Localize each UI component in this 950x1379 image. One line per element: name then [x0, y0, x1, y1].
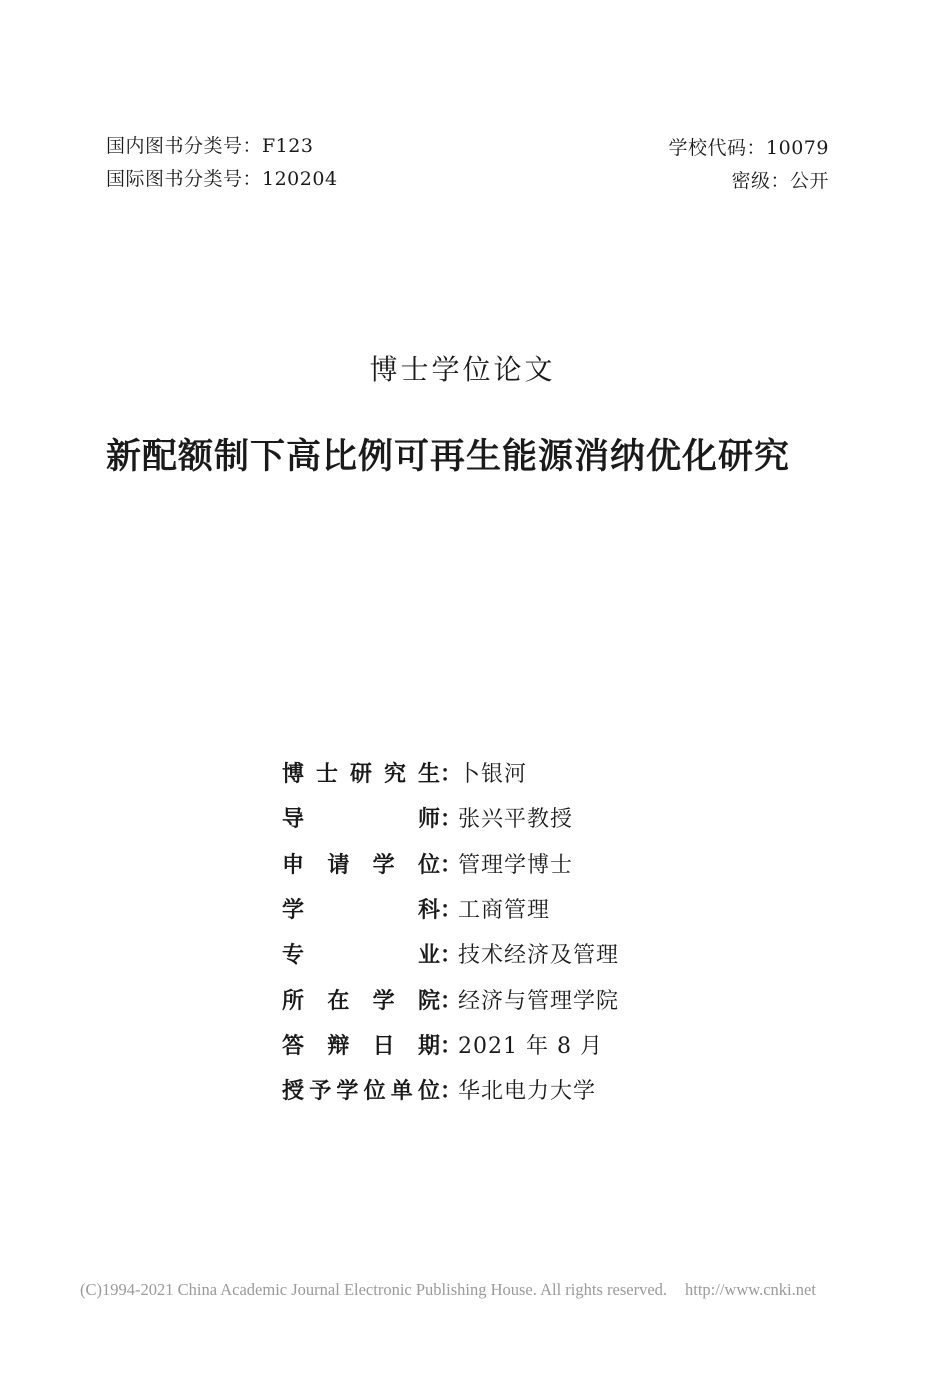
school-code: 学校代码：10079 [668, 137, 829, 159]
info-value: 卜银河 [458, 762, 528, 788]
copyright-text: (C)1994-2021 China Academic Journal Electronic Publishing House. All rights reserved. [80, 1280, 668, 1299]
cnki-url: http://www.cnki.net [685, 1280, 816, 1299]
international-classification: 国际图书分类号：120204 [106, 168, 338, 190]
thesis-title: 新配额制下高比例可再生能源消纳优化研究 [106, 437, 791, 477]
info-row-institution: 授 予 学 位 单 位 ： 华北电力大学 [282, 1067, 619, 1112]
info-value: 张兴平教授 [458, 807, 574, 833]
info-value: 工商管理 [458, 898, 551, 924]
secrecy-level: 密级：公开 [731, 170, 829, 192]
info-row-major: 专 业 ： 技术经济及管理 [282, 931, 619, 976]
info-label: 专 业 [282, 943, 440, 969]
info-label: 申 请 学 位 [282, 852, 440, 878]
info-label: 答 辩 日 期 [282, 1033, 440, 1059]
info-label: 所 在 学 院 [282, 988, 440, 1014]
info-value: 经济与管理学院 [458, 988, 620, 1014]
info-value: 管理学博士 [458, 852, 574, 878]
info-row-school: 所 在 学 院 ： 经济与管理学院 [282, 976, 619, 1021]
info-row-student: 博 士 研 究 生 ： 卜银河 [282, 750, 619, 795]
info-value: 技术经济及管理 [458, 943, 620, 969]
info-label: 博 士 研 究 生 [282, 762, 440, 788]
info-row-discipline: 学 科 ： 工商管理 [282, 886, 619, 931]
info-row-advisor: 导 师 ： 张兴平教授 [282, 795, 619, 840]
info-row-degree: 申 请 学 位 ： 管理学博士 [282, 841, 619, 886]
info-value: 华北电力大学 [458, 1079, 597, 1105]
info-label: 授 予 学 位 单 位 [282, 1079, 440, 1105]
info-row-defense-date: 答 辩 日 期 ： 2021 年 8 月 [282, 1022, 619, 1067]
degree-type: 博士学位论文 [369, 353, 556, 386]
info-label: 导 师 [282, 807, 440, 833]
info-label: 学 科 [282, 898, 440, 924]
info-value: 2021 年 8 月 [458, 1033, 603, 1059]
thesis-info-block [282, 750, 619, 1112]
copyright-footer [80, 1279, 816, 1301]
domestic-classification: 国内图书分类号：F123 [106, 135, 314, 157]
